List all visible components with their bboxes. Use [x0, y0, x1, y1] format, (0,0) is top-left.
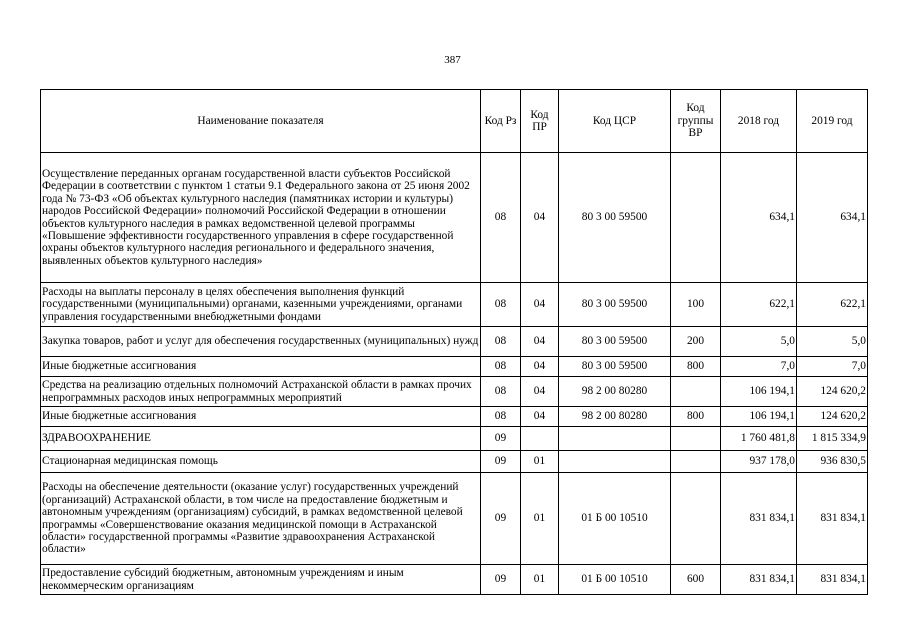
row-vr — [671, 451, 721, 473]
row-rz: 08 — [481, 327, 521, 357]
row-csr: 01 Б 00 10510 — [559, 473, 671, 565]
table-header-row — [41, 90, 868, 153]
row-vr — [671, 153, 721, 283]
row-csr: 80 3 00 59500 — [559, 357, 671, 377]
row-pr: 01 — [521, 451, 559, 473]
row-2019: 124 620,2 — [797, 377, 868, 407]
row-csr: 98 2 00 80280 — [559, 377, 671, 407]
row-rz: 08 — [481, 357, 521, 377]
row-2018: 831 834,1 — [721, 473, 797, 565]
row-2019: 634,1 — [797, 153, 868, 283]
table-row — [41, 283, 868, 327]
row-2019: 1 815 334,9 — [797, 427, 868, 451]
row-rz: 08 — [481, 377, 521, 407]
row-csr — [559, 427, 671, 451]
row-vr: 200 — [671, 327, 721, 357]
table-row — [41, 565, 868, 595]
row-vr — [671, 377, 721, 407]
row-name: Средства на реализацию отдельных полномочий Астраханской области в рамках прочих непрограммных расходов иных непрограммных мероприятий — [41, 377, 481, 407]
header-pr: Код ПР — [521, 90, 559, 153]
row-2018: 831 834,1 — [721, 565, 797, 595]
header-vr: Код группы ВР — [671, 90, 721, 153]
row-csr — [559, 451, 671, 473]
row-rz: 08 — [481, 283, 521, 327]
row-csr: 98 2 00 80280 — [559, 407, 671, 427]
header-2019: 2019 год — [797, 90, 868, 153]
table-row — [41, 473, 868, 565]
row-vr: 800 — [671, 407, 721, 427]
row-rz: 09 — [481, 565, 521, 595]
table-row — [41, 153, 868, 283]
row-2019: 7,0 — [797, 357, 868, 377]
row-2019: 622,1 — [797, 283, 868, 327]
table-row — [41, 407, 868, 427]
row-csr: 80 3 00 59500 — [559, 283, 671, 327]
table-row — [41, 427, 868, 451]
row-pr: 04 — [521, 153, 559, 283]
header-rz: Код Рз — [481, 90, 521, 153]
row-name: Расходы на выплаты персоналу в целях обеспечения выполнения функций государственными (муниципальными) органами, казенными учреждениями, органами управления государственными внебюджетными фондами — [41, 283, 481, 327]
row-name: Иные бюджетные ассигнования — [41, 407, 481, 427]
row-pr: 04 — [521, 283, 559, 327]
header-name: Наименование показателя — [41, 90, 481, 153]
row-pr: 04 — [521, 377, 559, 407]
row-2019: 831 834,1 — [797, 473, 868, 565]
row-2018: 1 760 481,8 — [721, 427, 797, 451]
row-vr — [671, 473, 721, 565]
row-2019: 936 830,5 — [797, 451, 868, 473]
row-csr: 80 3 00 59500 — [559, 153, 671, 283]
row-rz: 08 — [481, 153, 521, 283]
row-rz: 09 — [481, 473, 521, 565]
row-pr: 01 — [521, 473, 559, 565]
page-number: 387 — [444, 54, 461, 66]
row-name: Иные бюджетные ассигнования — [41, 357, 481, 377]
row-rz: 09 — [481, 451, 521, 473]
row-2019: 124 620,2 — [797, 407, 868, 427]
budget-table — [40, 89, 868, 595]
row-2018: 106 194,1 — [721, 407, 797, 427]
table-row — [41, 377, 868, 407]
row-vr: 600 — [671, 565, 721, 595]
row-name: Осуществление переданных органам государственной власти субъектов Российской Федерации в соответствии с пунктом 1 статьи 9.1 Федерального закона от 25 июня 2002 года № 73-ФЗ «Об объектах культурного наследия (памятниках истории и культуры) народов Российской Федерации» полномочий Российской Федерации в отношении объектов культурного наследия в рамках ведомственной целевой программы «Повышение эффективности государственного управления в сфере государственной охраны объектов культурного наследия регионального и федерального значения, выявленных объектов культурного наследия» — [41, 153, 481, 283]
row-2018: 622,1 — [721, 283, 797, 327]
row-2018: 5,0 — [721, 327, 797, 357]
row-2019: 831 834,1 — [797, 565, 868, 595]
row-2018: 634,1 — [721, 153, 797, 283]
row-name: ЗДРАВООХРАНЕНИЕ — [41, 427, 481, 451]
row-pr — [521, 427, 559, 451]
table-row — [41, 451, 868, 473]
row-2019: 5,0 — [797, 327, 868, 357]
row-pr: 01 — [521, 565, 559, 595]
row-2018: 106 194,1 — [721, 377, 797, 407]
row-rz: 09 — [481, 427, 521, 451]
row-csr: 80 3 00 59500 — [559, 327, 671, 357]
row-csr: 01 Б 00 10510 — [559, 565, 671, 595]
row-name: Расходы на обеспечение деятельности (оказание услуг) государственных учреждений (организаций) Астраханской области, в том числе на предоставление бюджетным и автономным учреждениям (организациям) субсидий, в рамках ведомственной целевой программы «Совершенствование оказания медицинской помощи в Астраханской области» государственной программы «Развитие здравоохранения Астраханской области» — [41, 473, 481, 565]
row-name: Предоставление субсидий бюджетным, автономным учреждениям и иным некоммерческим организациям — [41, 565, 481, 595]
row-vr — [671, 427, 721, 451]
row-name: Закупка товаров, работ и услуг для обеспечения государственных (муниципальных) нужд — [41, 327, 481, 357]
row-2018: 937 178,0 — [721, 451, 797, 473]
row-2018: 7,0 — [721, 357, 797, 377]
header-2018: 2018 год — [721, 90, 797, 153]
row-pr: 04 — [521, 357, 559, 377]
row-vr: 800 — [671, 357, 721, 377]
row-vr: 100 — [671, 283, 721, 327]
row-rz: 08 — [481, 407, 521, 427]
row-name: Стационарная медицинская помощь — [41, 451, 481, 473]
table-row — [41, 357, 868, 377]
header-csr: Код ЦСР — [559, 90, 671, 153]
row-pr: 04 — [521, 327, 559, 357]
table-row — [41, 327, 868, 357]
row-pr: 04 — [521, 407, 559, 427]
